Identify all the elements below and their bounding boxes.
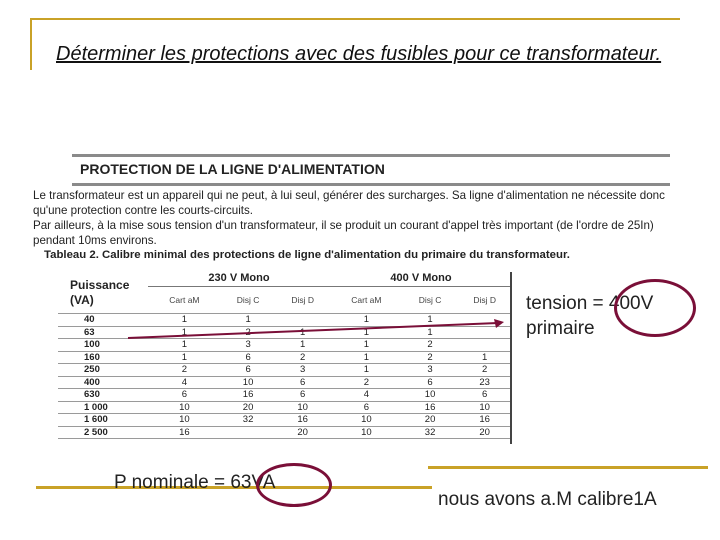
table-cell: 10 bbox=[330, 426, 403, 439]
table-cell: 1 bbox=[330, 314, 403, 327]
table-cell: 1 bbox=[330, 326, 403, 339]
table-row bbox=[58, 389, 512, 402]
table-cell: 6 bbox=[330, 401, 403, 414]
cell-puissance: 160 bbox=[58, 351, 148, 364]
table-cell: 1 bbox=[457, 351, 512, 364]
annotation-p-nominale: P nominale = 63VA bbox=[114, 472, 276, 493]
table-cell: 2 bbox=[457, 364, 512, 377]
table-cell: 1 bbox=[148, 314, 221, 327]
table-cell: 6 bbox=[275, 376, 330, 389]
cell-puissance: 250 bbox=[58, 364, 148, 377]
table-cell: 23 bbox=[457, 376, 512, 389]
gold-underline-right bbox=[428, 466, 708, 469]
table-cell: 3 bbox=[221, 339, 276, 352]
header-400v-mono: 400 V Mono bbox=[330, 272, 512, 287]
table-row bbox=[58, 364, 512, 377]
document-paragraph bbox=[33, 188, 673, 248]
table-cell: 10 bbox=[403, 389, 458, 402]
table-cell: 2 bbox=[148, 364, 221, 377]
table-cell: 6 bbox=[221, 351, 276, 364]
document-heading: PROTECTION DE LA LIGNE D'ALIMENTATION bbox=[80, 161, 385, 177]
table-cell: 2 bbox=[275, 351, 330, 364]
highlight-circle-400v bbox=[614, 279, 696, 337]
paragraph-1: Le transformateur est un appareil qui ne peut, à lui seul, générer des surcharges. Sa ligne d'alimentation ne nécessite donc qu'une protection contre les courts-circuits. bbox=[33, 189, 665, 217]
table-cell: 1 bbox=[148, 326, 221, 339]
arrow-line bbox=[128, 323, 498, 338]
cell-puissance: 40 bbox=[58, 314, 148, 327]
cell-puissance: 2 500 bbox=[58, 426, 148, 439]
subheader: Disj C bbox=[221, 287, 276, 314]
table-cell: 2 bbox=[330, 376, 403, 389]
slide-title: Déterminer les protections avec des fusibles pour ce transformateur. bbox=[56, 43, 662, 65]
table-cell: 20 bbox=[403, 414, 458, 427]
table-cell: 16 bbox=[275, 414, 330, 427]
paragraph-2: Par ailleurs, à la mise sous tension d'un transformateur, il se produit un courant d'appel très important (de l'ordre de 25In) pendant 10ms environs. bbox=[33, 219, 654, 247]
table-cell: 16 bbox=[148, 426, 221, 439]
arrow-head bbox=[494, 319, 504, 328]
table-cell: 1 bbox=[221, 314, 276, 327]
header-230v-mono: 230 V Mono bbox=[148, 272, 330, 287]
subheader: Cart aM bbox=[148, 287, 221, 314]
table-cell: 20 bbox=[221, 401, 276, 414]
protection-table bbox=[58, 272, 512, 439]
table-cell: 1 bbox=[148, 339, 221, 352]
document-top-rule bbox=[72, 154, 670, 157]
table-cell: 10 bbox=[330, 414, 403, 427]
conclusion-text: nous avons a.M calibre1A bbox=[438, 489, 657, 510]
table-row bbox=[58, 414, 512, 427]
cell-puissance: 63 bbox=[58, 326, 148, 339]
table-cell: 1 bbox=[403, 326, 458, 339]
pointer-arrow bbox=[126, 318, 506, 342]
table-caption: Tableau 2. Calibre minimal des protections de ligne d'alimentation du primaire du transformateur. bbox=[44, 249, 570, 261]
table-cell: 3 bbox=[275, 364, 330, 377]
document-heading-rule bbox=[72, 183, 670, 186]
table-cell: 1 bbox=[403, 314, 458, 327]
cell-puissance: 100 bbox=[58, 339, 148, 352]
table-cell: 3 bbox=[403, 364, 458, 377]
table-cell: 1 bbox=[275, 339, 330, 352]
table-cell: 10 bbox=[221, 376, 276, 389]
table-cell bbox=[221, 426, 276, 439]
primaire-text: primaire bbox=[526, 318, 595, 339]
table-cell: 1 bbox=[148, 351, 221, 364]
table-cell: 20 bbox=[457, 426, 512, 439]
cell-puissance: 1 000 bbox=[58, 401, 148, 414]
table-cell: 16 bbox=[221, 389, 276, 402]
table-cell: 4 bbox=[330, 389, 403, 402]
cell-puissance: 400 bbox=[58, 376, 148, 389]
subheader: Disj C bbox=[403, 287, 458, 314]
table-cell: 6 bbox=[221, 364, 276, 377]
table-row bbox=[58, 351, 512, 364]
table-cell: 1 bbox=[330, 364, 403, 377]
table-cell: 10 bbox=[148, 401, 221, 414]
table-cell: 2 bbox=[403, 339, 458, 352]
table-cell: 16 bbox=[457, 414, 512, 427]
cell-puissance: 630 bbox=[58, 389, 148, 402]
table-row bbox=[58, 426, 512, 439]
table-cell: 16 bbox=[403, 401, 458, 414]
table-cell: 6 bbox=[457, 389, 512, 402]
table-cell: 6 bbox=[148, 389, 221, 402]
slide-frame-left-rule bbox=[30, 18, 32, 70]
table-cell: 2 bbox=[221, 326, 276, 339]
subheader: Cart aM bbox=[330, 287, 403, 314]
subheader: Disj D bbox=[457, 287, 512, 314]
table-cell: 4 bbox=[148, 376, 221, 389]
table-cell: 20 bbox=[275, 426, 330, 439]
subheader: Disj D bbox=[275, 287, 330, 314]
table-right-edge bbox=[510, 272, 512, 444]
table-row bbox=[58, 401, 512, 414]
cell-puissance: 1 600 bbox=[58, 414, 148, 427]
table-cell: 6 bbox=[403, 376, 458, 389]
table-cell: 10 bbox=[148, 414, 221, 427]
table-cell: 1 bbox=[275, 326, 330, 339]
table-cell: 10 bbox=[275, 401, 330, 414]
table-cell: 1 bbox=[330, 339, 403, 352]
header-puissance: Puissance (VA) bbox=[58, 272, 148, 314]
table-cell: 10 bbox=[457, 401, 512, 414]
tension-text: tension = 400V bbox=[526, 293, 654, 314]
table-cell: 1 bbox=[330, 351, 403, 364]
table-cell: 2 bbox=[403, 351, 458, 364]
table-cell: 32 bbox=[221, 414, 276, 427]
slide-frame-top-rule bbox=[30, 18, 680, 20]
table-cell: 6 bbox=[275, 389, 330, 402]
table-cell: 32 bbox=[403, 426, 458, 439]
highlight-circle-63va bbox=[256, 463, 332, 507]
table-row bbox=[58, 376, 512, 389]
